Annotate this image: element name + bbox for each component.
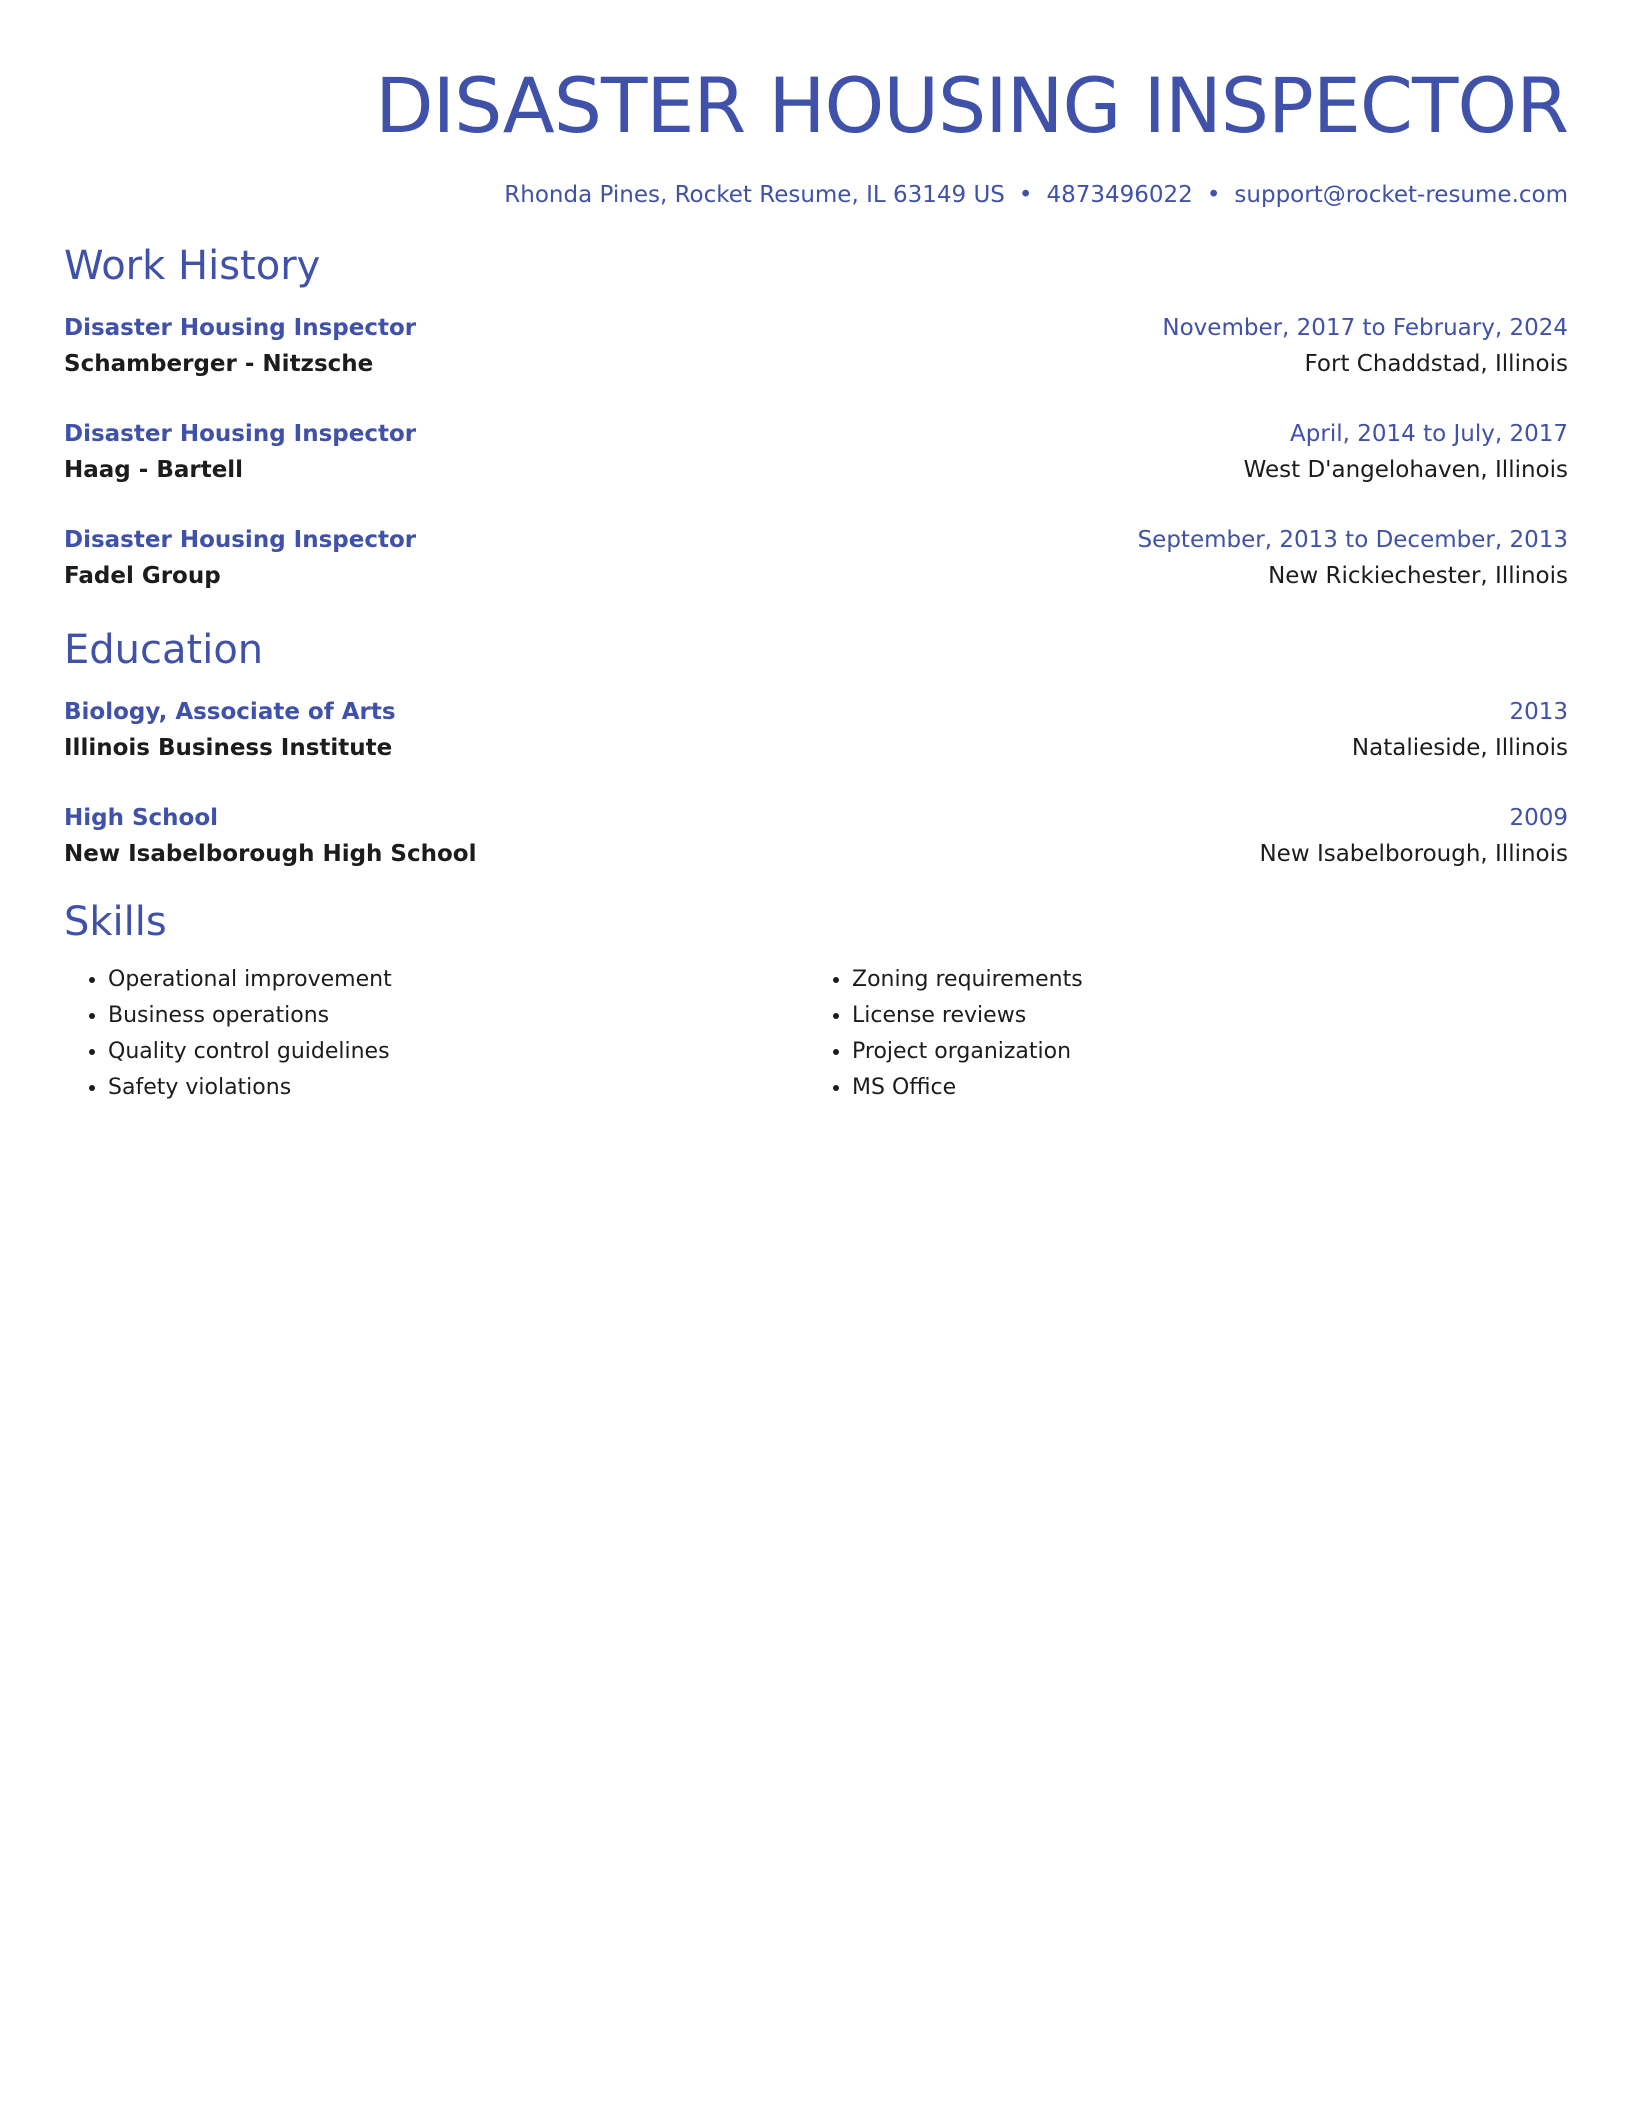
contact-line: [64, 180, 1568, 210]
education-school: New Isabelborough High School: [64, 841, 477, 867]
work-entry: [64, 310, 1568, 382]
skill-item: • Business operations: [108, 998, 808, 1034]
work-company: Haag - Bartell: [64, 457, 244, 483]
education-year: 2009: [1509, 805, 1568, 831]
resume-title: DISASTER HOUSING INSPECTOR: [375, 61, 1568, 150]
work-location: West D'angelohaven, Illinois: [1243, 457, 1568, 483]
work-company: Fadel Group: [64, 563, 221, 589]
skills-section: [64, 896, 1568, 1106]
work-entry: [64, 522, 1568, 594]
work-role: Disaster Housing Inspector: [64, 527, 417, 553]
work-location: New Rickiechester, Illinois: [1268, 563, 1568, 589]
skills-heading: Skills: [64, 899, 167, 945]
education-degree: High School: [64, 805, 219, 831]
skills-list-right: [808, 962, 1552, 1106]
skill-item: • Quality control guidelines: [108, 1034, 808, 1070]
work-history-section: [64, 240, 1568, 594]
contact-address: Rhonda Pines, Rocket Resume, IL 63149 US: [504, 182, 1005, 208]
education-section: [64, 624, 1568, 872]
education-year: 2013: [1509, 699, 1568, 725]
contact-separator: •: [1206, 182, 1221, 208]
work-role: Disaster Housing Inspector: [64, 315, 417, 341]
education-entry: [64, 800, 1568, 872]
education-entry: [64, 694, 1568, 766]
work-company: Schamberger - Nitzsche: [64, 351, 374, 377]
resume-header: [64, 56, 1568, 210]
education-location: New Isabelborough, Illinois: [1259, 841, 1568, 867]
work-dates: September, 2013 to December, 2013: [1137, 527, 1568, 553]
skills-list-left: [64, 962, 808, 1106]
education-degree: Biology, Associate of Arts: [64, 699, 396, 725]
skill-item: • Safety violations: [108, 1070, 808, 1106]
skills-columns: [64, 962, 1568, 1106]
work-dates: April, 2014 to July, 2017: [1290, 421, 1568, 447]
skill-item: • Zoning requirements: [852, 962, 1552, 998]
contact-email: support@rocket-resume.com: [1234, 182, 1568, 208]
contact-phone: 4873496022: [1046, 182, 1193, 208]
skill-item: • MS Office: [852, 1070, 1552, 1106]
contact-separator: •: [1018, 182, 1033, 208]
skill-item: • Operational improvement: [108, 962, 808, 998]
education-school: Illinois Business Institute: [64, 735, 393, 761]
education-location: Natalieside, Illinois: [1351, 735, 1568, 761]
work-dates: November, 2017 to February, 2024: [1162, 315, 1568, 341]
work-role: Disaster Housing Inspector: [64, 421, 417, 447]
work-history-heading: Work History: [64, 243, 321, 289]
education-heading: Education: [64, 627, 264, 673]
work-entry: [64, 416, 1568, 488]
work-location: Fort Chaddstad, Illinois: [1304, 351, 1568, 377]
skill-item: • License reviews: [852, 998, 1552, 1034]
skill-item: • Project organization: [852, 1034, 1552, 1070]
